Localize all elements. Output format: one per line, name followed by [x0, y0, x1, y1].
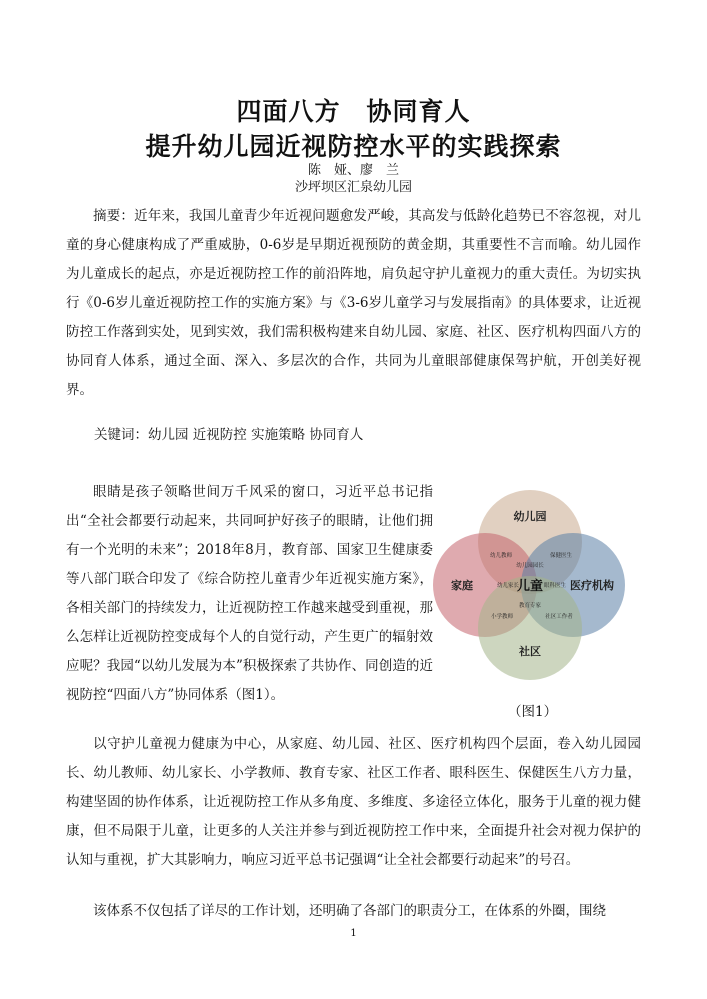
venn-role-primary-teacher: 小学教师 [490, 614, 514, 620]
venn-role-health-doctor: 保健医生 [549, 553, 573, 559]
venn-label-bottom: 社区 [519, 645, 541, 658]
venn-role-principal: 幼儿园园长 [516, 563, 544, 569]
venn-label-center: 儿童 [516, 579, 544, 594]
page-number: 1 [350, 928, 357, 939]
venn-label-top: 幼儿园 [513, 510, 547, 523]
venn-diagram-figure [428, 487, 614, 687]
venn-label-right: 医疗机构 [570, 579, 614, 592]
paragraph-3: 该体系不仅包括了详尽的工作计划，还明确了各部门的职责分工，在体系的外圈，围绕 [93, 903, 606, 919]
authors: 陈 娅、廖 兰 [307, 163, 399, 178]
venn-label-left: 家庭 [451, 579, 473, 592]
title-line-2: 提升幼儿园近视防控水平的实践探索 [145, 132, 562, 161]
venn-role-expert: 教育专家 [518, 603, 542, 609]
paragraph-1: 眼睛是孩子领略世间万千风采的窗口，习近平总书记指出“全社会都要行动起来，共同呵护好孩子的眼睛，让他们拥有一个光明的未来”；2018年8月，教育部、国家卫生健康委等八部门联合印发了《综合防控儿童青少年近视实施方案》，各相关部门的持续发力，让近视防控工作越来越受到重视，那么怎样让近视防控变成每个人的自觉行动，产生更广的辐射效应呢？我园“以幼儿发展为本”积极探索了共协作、同创造的近视防控“四面八方”协同体系（图1）。 [66, 484, 433, 703]
figure-caption: （图1） [508, 704, 558, 720]
venn-role-parent: 幼儿家长 [496, 583, 520, 589]
paragraph-2: 以守护儿童视力健康为中心，从家庭、幼儿园、社区、医疗机构四个层面，卷入幼儿园园长、幼儿教师、幼儿家长、小学教师、教育专家、社区工作者、眼科医生、保健医生八方力量，构建坚固的协作体系，让近视防控工作从多角度、多维度、多途径立体化，服务于儿童的视力健康，但不局限于儿童，让更多的人关注并参与到近视防控工作中来，全面提升社会对视力保护的认知与重视，扩大其影响力，响应习近平总书记强调“让全社会都要行动起来”的号召。 [66, 736, 641, 868]
venn-role-eye-doctor: 眼科医生 [543, 583, 567, 589]
school-affiliation: 沙坪坝区汇泉幼儿园 [294, 180, 412, 195]
venn-role-teacher: 幼儿教师 [489, 553, 513, 559]
keywords: 关键词：幼儿园 近视防控 实施策略 协同育人 [94, 427, 364, 443]
title-line-1: 四面八方 协同育人 [236, 97, 471, 126]
venn-role-community-worker: 社区工作者 [545, 614, 573, 620]
abstract: 摘要：近年来，我国儿童青少年近视问题愈发严峻，其高发与低龄化趋势已不容忽视，对儿童的身心健康构成了严重威胁，0-6岁是早期近视预防的黄金期，其重要性不言而喻。幼儿园作为儿童成长的起点，亦是近视防控工作的前沿阵地，肩负起守护儿童视力的重大责任。为切实执行《0-6岁儿童近视防控工作的实施方案》与《3-6岁儿童学习与发展指南》的具体要求，让近视防控工作落到实处，见到实效，我们需积极构建来自幼儿园、家庭、社区、医疗机构四面八方的协同育人体系，通过全面、深入、多层次的合作，共同为儿童眼部健康保驾护航，开创美好视界。 [66, 208, 641, 398]
